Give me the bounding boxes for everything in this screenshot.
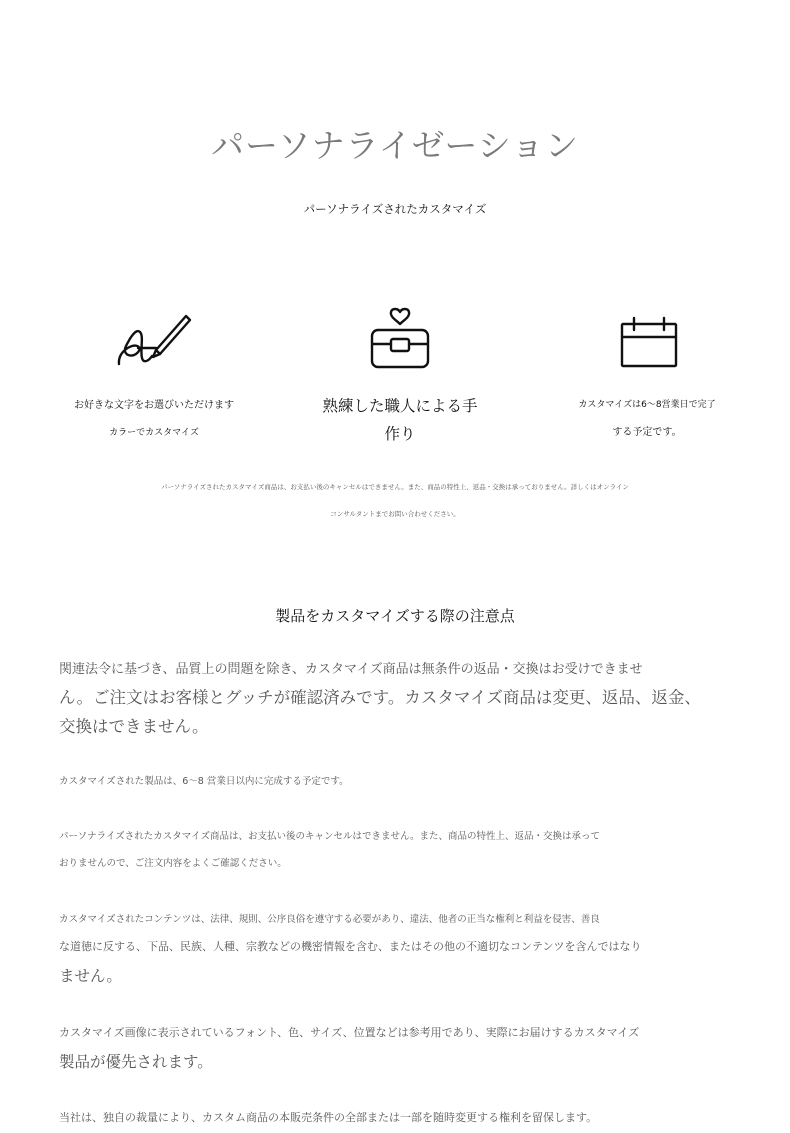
feature-line: カラーでカスタマイズ: [109, 428, 199, 438]
paragraph-return-policy: [59, 657, 739, 741]
page-title: パーソナライゼーション: [210, 126, 580, 165]
note-line: パーソナライズされたカスタマイズ商品は、お支払い後のキャンセルはできません。また、商品の特性上、返品・交換は承っておりません。詳しくはオンライン: [161, 483, 629, 491]
paragraph-cancellation: [59, 823, 739, 877]
feature-line: 熟練した職人による手: [322, 397, 478, 415]
paragraph-content-rules: [59, 906, 739, 991]
paragraph-line: 製品が優先されます。: [59, 1053, 213, 1071]
feature-line: する予定です。: [612, 427, 682, 438]
section-heading: 製品をカスタマイズする際の注意点: [275, 607, 515, 625]
paragraph-line: ん。ご注文はお客様とグッチが確認済みです。カスタマイズ商品は変更、返品、返金、: [59, 688, 701, 707]
paragraph-line: 関連法令に基づき、品質上の問題を除き、カスタマイズ商品は無条件の返品・交換はお受けできませ: [59, 662, 643, 677]
note-line: コンサルタントまでお問い合わせください。: [330, 510, 460, 518]
paragraph-line: おりませんので、ご注文内容をよくご確認ください。: [59, 858, 287, 869]
heart-bag-icon: [369, 306, 431, 370]
calendar-icon: [619, 315, 679, 369]
feature-delivery-time: [522, 392, 772, 447]
paragraph-completion-time: カスタマイズされた製品は、6～8 営業日以内に完成する予定です。: [59, 776, 349, 787]
page-subtitle: パーソナライズされたカスタマイズ: [303, 202, 487, 216]
cancellation-note: [90, 474, 700, 528]
calligraphy-pen-icon: [116, 310, 192, 370]
paragraph-line: な道徳に反する、下品、民族、人種、宗教などの機密情報を含む、またはその他の不適切なコンテンツを含んではなり: [59, 940, 642, 953]
feature-custom-letters: [29, 392, 279, 447]
feature-line: カスタマイズは6～8営業日で完了: [578, 400, 716, 410]
feature-line: 作り: [384, 425, 416, 443]
paragraph-line: ません。: [59, 967, 122, 985]
feature-handmade: [275, 392, 525, 448]
paragraph-line: パーソナライズされたカスタマイズ商品は、お支払い後のキャンセルはできません。また、商品の特性上、返品・交換は承って: [59, 831, 601, 842]
paragraph-terms-change: 当社は、独自の裁量により、カスタム商品の本販売条件の全部または一部を随時変更する権利を留保します。: [59, 1111, 598, 1124]
paragraph-line: カスタマイズ画像に表示されているフォント、色、サイズ、位置などは参考用であり、実際にお届けするカスタマイズ: [59, 1026, 640, 1039]
paragraph-line: 交換はできません。: [59, 717, 209, 736]
paragraph-line: カスタマイズされたコンテンツは、法律、規則、公序良俗を遵守する必要があり、違法、他者の正当な権利と利益を侵害、善良: [59, 914, 600, 925]
paragraph-reference-image: [59, 1019, 739, 1077]
feature-line: お好きな文字をお選びいただけます: [74, 400, 234, 411]
